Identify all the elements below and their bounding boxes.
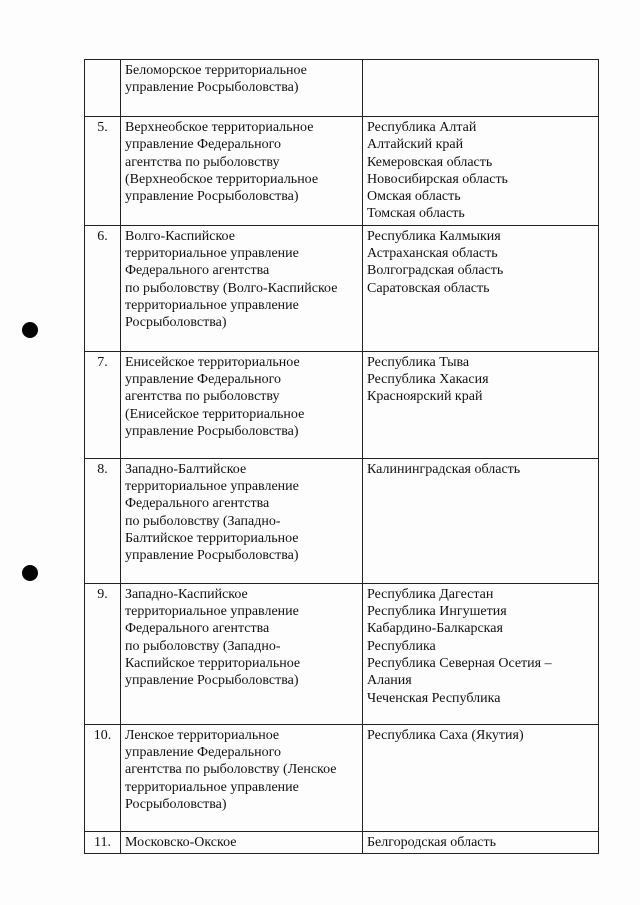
territorial-administration-table (84, 59, 599, 854)
region-item: Республика Хакасия (367, 372, 489, 388)
region-item: Алтайский край (367, 137, 464, 153)
regions-cell (363, 831, 599, 853)
table-row (85, 351, 599, 458)
row-number (85, 60, 121, 117)
name-line: (Енисейское территориальное (125, 406, 305, 422)
region-item: Республика Калмыкия (367, 228, 501, 244)
name-line: агентства по рыболовству (Ленское (125, 762, 337, 778)
row-number: 11. (85, 831, 121, 853)
table-row (85, 831, 599, 853)
name-line: территориальное управление (125, 604, 299, 620)
regions-cell (363, 458, 599, 583)
name-line: агентства по рыболовству (125, 389, 280, 405)
name-line: Енисейское территориальное (125, 354, 300, 370)
name-line: по рыболовству (Западно- (125, 513, 281, 529)
row-number: 8. (85, 458, 121, 583)
administration-name-cell (121, 60, 363, 117)
regions-cell (363, 60, 599, 117)
regions-cell (363, 351, 599, 458)
administration-name-cell (121, 225, 363, 351)
administration-name-cell (121, 724, 363, 831)
name-line: Росрыболовства) (125, 796, 227, 812)
regions-cell (363, 117, 599, 226)
table-row (85, 458, 599, 583)
name-line: Балтийское территориальное (125, 530, 299, 546)
name-line: Федерального агентства (125, 621, 270, 637)
region-item: Красноярский край (367, 389, 483, 405)
name-line: управление Росрыболовства) (125, 548, 299, 564)
administration-name-cell (121, 583, 363, 724)
name-line: Волго-Каспийское (125, 228, 235, 244)
region-item: Республика Саха (Якутия) (367, 727, 524, 743)
region-item: Республика (367, 638, 436, 654)
regions-cell (363, 583, 599, 724)
name-line: территориальное управление (125, 779, 299, 795)
region-item: Чеченская Республика (367, 690, 501, 706)
name-line: Московско-Окское (125, 834, 237, 850)
name-line: (Верхнеобское территориальное (125, 171, 319, 187)
name-line: Каспийское территориальное (125, 655, 301, 671)
region-item: Новосибирская область (367, 171, 508, 187)
name-line: территориальное управление (125, 297, 299, 313)
name-line: управление Росрыболовства) (125, 80, 299, 96)
region-item: Республика Тыва (367, 354, 470, 370)
regions-cell (363, 724, 599, 831)
region-item: Волгоградская область (367, 263, 504, 279)
name-line: Федерального агентства (125, 263, 270, 279)
table-row (85, 583, 599, 724)
region-item: Саратовская область (367, 280, 490, 296)
name-line: управление Федерального (125, 745, 282, 761)
administration-name-cell (121, 831, 363, 853)
administration-name-cell (121, 458, 363, 583)
region-item: Республика Северная Осетия – (367, 655, 552, 671)
name-line: управление Федерального (125, 137, 282, 153)
name-line: Ленское территориальное (125, 727, 280, 743)
administration-name-cell (121, 117, 363, 226)
row-number: 6. (85, 225, 121, 351)
row-number: 5. (85, 117, 121, 226)
binder-hole-mark (22, 322, 38, 338)
name-line: управление Росрыболовства) (125, 673, 299, 689)
name-line: Западно-Каспийское (125, 586, 248, 602)
regions-cell (363, 225, 599, 351)
region-item: Алания (367, 673, 412, 689)
administration-name-cell (121, 351, 363, 458)
table-row (85, 225, 599, 351)
name-line: Федерального агентства (125, 496, 270, 512)
row-number: 7. (85, 351, 121, 458)
region-item: Омская область (367, 189, 461, 205)
name-line: территориальное управление (125, 479, 299, 495)
name-line: Росрыболовства) (125, 315, 227, 331)
name-line: по рыболовству (Волго-Каспийское (125, 280, 338, 296)
row-number: 9. (85, 583, 121, 724)
name-line: агентства по рыболовству (125, 154, 280, 170)
name-line: управление Федерального (125, 372, 282, 388)
table-row (85, 724, 599, 831)
region-item: Республика Дагестан (367, 586, 494, 602)
region-item: Астраханская область (367, 246, 498, 262)
region-item: Кабардино-Балкарская (367, 621, 503, 637)
name-line: Беломорское территориальное (125, 63, 307, 78)
region-item: Республика Алтай (367, 120, 477, 135)
region-item: Республика Ингушетия (367, 604, 507, 620)
name-line: управление Росрыболовства) (125, 189, 299, 205)
name-line: территориальное управление (125, 246, 299, 262)
table-row (85, 60, 599, 117)
row-number: 10. (85, 724, 121, 831)
region-item: Белгородская область (367, 834, 497, 850)
region-item: Кемеровская область (367, 154, 493, 170)
name-line: Верхнеобское территориальное (125, 120, 314, 135)
table-row (85, 117, 599, 226)
name-line: по рыболовству (Западно- (125, 638, 281, 654)
name-line: Западно-Балтийское (125, 461, 247, 477)
binder-hole-mark (22, 565, 38, 581)
name-line: управление Росрыболовства) (125, 423, 299, 439)
region-item: Томская область (367, 206, 465, 222)
region-item: Калининградская область (367, 461, 521, 477)
